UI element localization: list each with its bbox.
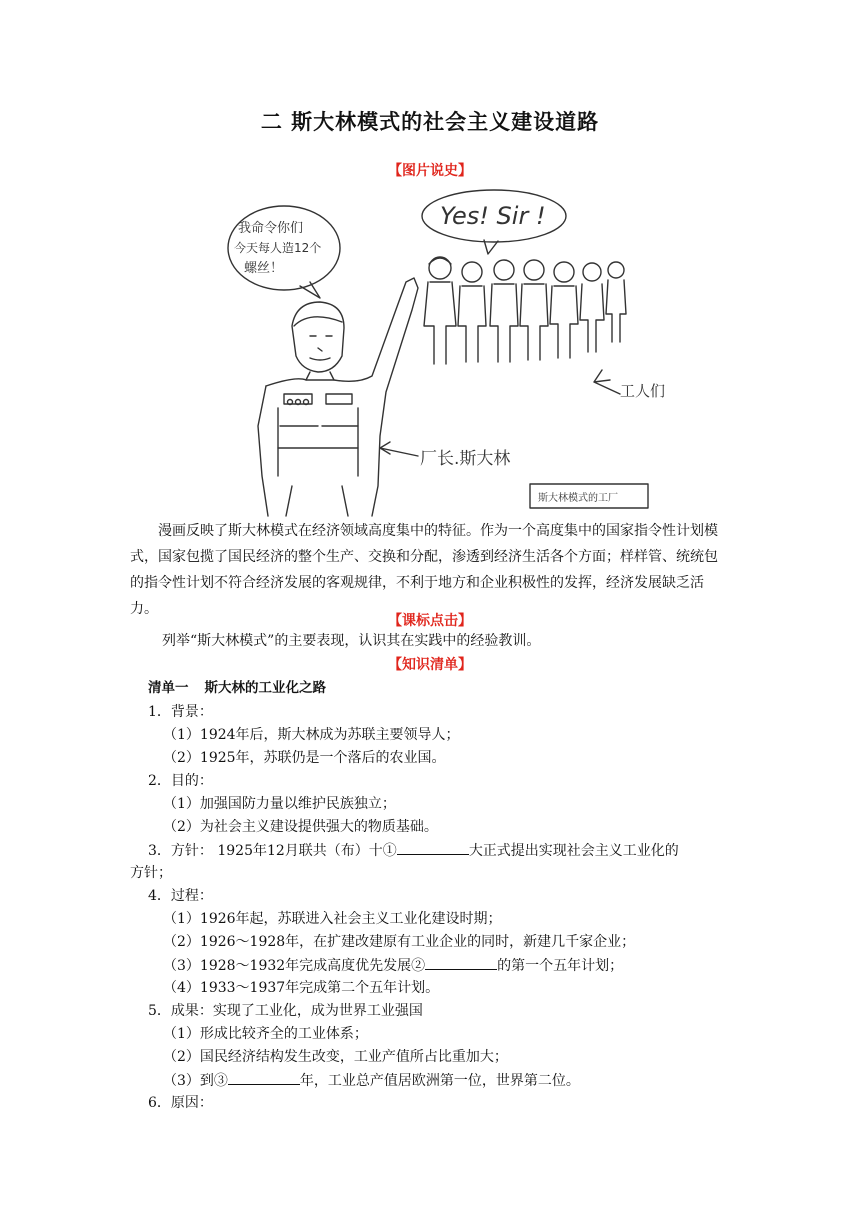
fill-blank-1[interactable] bbox=[397, 840, 469, 855]
cartoon-illustration bbox=[222, 186, 666, 516]
item-background-2: （2）1925年，苏联仍是一个落后的农业国。 bbox=[163, 750, 446, 766]
item-reason-label: 6．原因： bbox=[148, 1095, 213, 1111]
bubble-left-line-3: 螺丝！ bbox=[244, 261, 284, 276]
director-label: 厂长.斯大林 bbox=[420, 449, 511, 469]
intro-paragraph-text: 漫画反映了斯大林模式在经济领域高度集中的特征。作为一个高度集中的国家指令性计划模式，国家包揽了国民经济的整个生产、交换和分配，渗透到经济生活各个方面；样样管、统统包的指令性计划不符合经济发展的客观规律，不利于地方和企业积极性的发挥，经济发展缺乏活力。 bbox=[130, 523, 718, 617]
item-purpose-label: 2．目的： bbox=[148, 773, 213, 789]
intro-paragraph bbox=[130, 518, 730, 622]
item-process-3-part-b: 的第一个五年计划； bbox=[497, 958, 624, 974]
item-process-label: 4．过程： bbox=[148, 888, 213, 904]
list-heading-text: 斯大林的工业化之路 bbox=[204, 680, 326, 696]
item-background-1: （1）1924年后，斯大林成为苏联主要领导人； bbox=[163, 727, 460, 743]
workers-label: 工人们 bbox=[620, 382, 666, 400]
fill-blank-2[interactable] bbox=[425, 955, 497, 970]
item-process-4: （4）1933～1937年完成第二个五年计划。 bbox=[163, 980, 440, 996]
arrow-workers bbox=[594, 370, 620, 394]
item-purpose-1: （1）加强国防力量以维护民族独立； bbox=[163, 796, 396, 812]
item-result-3 bbox=[163, 1070, 743, 1091]
bubble-left-line-1: 我命令你们 bbox=[238, 221, 304, 236]
item-policy bbox=[148, 840, 728, 861]
item-result-label: 5．成果：实现了工业化，成为世界工业强国 bbox=[148, 1003, 423, 1019]
item-process-2: （2）1926～1928年，在扩建改建原有工业企业的同时，新建几千家企业； bbox=[163, 934, 636, 950]
fill-blank-3[interactable] bbox=[228, 1070, 300, 1085]
bubble-right-text: Yes! Sir ! bbox=[440, 202, 546, 230]
item-policy-part-b: 大正式提出实现社会主义工业化的 bbox=[468, 843, 679, 859]
director-figure bbox=[258, 278, 418, 516]
curriculum-text: 列举“斯大林模式”的主要表现，认识其在实践中的经验教训。 bbox=[162, 633, 541, 649]
item-result-1: （1）形成比较齐全的工业体系； bbox=[163, 1026, 368, 1042]
section-heading-picture: 【图片说史】 bbox=[388, 163, 472, 179]
item-background-label: 1．背景： bbox=[148, 704, 213, 720]
list-heading bbox=[148, 678, 728, 698]
item-result-3-part-a: （3）到③ bbox=[163, 1073, 228, 1089]
list-heading-label: 清单一 bbox=[148, 680, 189, 696]
section-heading-curriculum: 【课标点击】 bbox=[388, 613, 472, 629]
page-title: 二 斯大林模式的社会主义建设道路 bbox=[260, 110, 600, 134]
arrow-director bbox=[380, 442, 418, 456]
item-process-3-part-a: （3）1928～1932年完成高度优先发展② bbox=[163, 958, 426, 974]
item-result-2: （2）国民经济结构发生改变，工业产值所占比重加大； bbox=[163, 1049, 508, 1065]
workers-crowd bbox=[424, 257, 626, 364]
item-policy-cont: 方针； bbox=[130, 865, 172, 881]
section-heading-knowledge: 【知识清单】 bbox=[388, 657, 472, 673]
item-result-3-part-b: 年，工业总产值居欧洲第一位，世界第二位。 bbox=[299, 1073, 580, 1089]
bubble-left-line-2: 今天每人造12个 bbox=[234, 241, 322, 255]
item-policy-part-a: 3．方针： 1925年12月联共（布）十① bbox=[148, 843, 397, 859]
caption-box-text: 斯大林模式的工厂 bbox=[538, 493, 618, 504]
item-process-3 bbox=[163, 955, 743, 976]
item-process-1: （1）1926年起，苏联进入社会主义工业化建设时期； bbox=[163, 911, 502, 927]
item-purpose-2: （2）为社会主义建设提供强大的物质基础。 bbox=[163, 819, 438, 835]
